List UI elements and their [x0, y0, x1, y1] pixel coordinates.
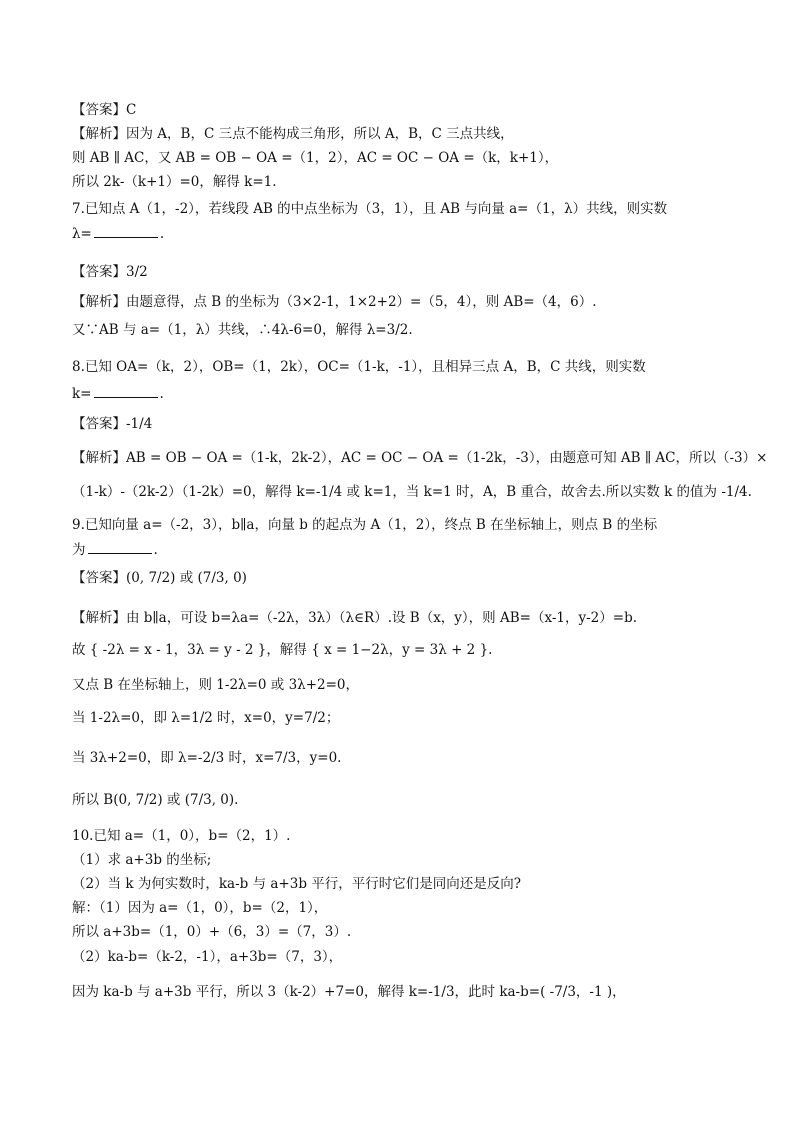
question-9-blank-line: 为 . — [72, 539, 158, 560]
analysis-line: 【解析】由 b∥a，可设 b=λa=（-2λ，3λ）（λ∈R）.设 B（x，y），则 AB=（x-1，y-2）=b. — [72, 610, 638, 626]
question-7: 7.已知点 A（1，-2），若线段 AB 的中点坐标为（3，1），且 AB 与向量 a=（1，λ）共线，则实数 — [72, 201, 668, 217]
solution-line: （2）ka-b=（k-2，-1），a+3b=（7，3）， — [72, 949, 343, 965]
answer-line: 【答案】C — [72, 102, 137, 118]
question-8: 8.已知 OA=（k，2），OB=（1，2k），OC=（1-k，-1），且相异三点 A，B，C 共线，则实数 — [72, 359, 646, 375]
analysis-line: 又∵AB 与 a=（1，λ）共线，∴4λ-6=0，解得 λ=3/2. — [72, 322, 413, 338]
analysis-line: 所以 2k-（k+1）=0，解得 k=1. — [72, 174, 277, 190]
question-9: 9.已知向量 a=（-2，3），b∥a，向量 b 的起点为 A（1，2），终点 B 在坐标轴上，则点 B 的坐标 — [72, 517, 658, 533]
analysis-line: 则 AB ∥ AC，又 AB = OB − OA =（1，2），AC = OC − OA =（k，k+1）， — [72, 150, 559, 166]
analysis-line: 【解析】因为 A，B，C 三点不能构成三角形，所以 A，B，C 三点共线， — [72, 126, 514, 142]
analysis-system-line: 故 { -2λ = x - 1，3λ = y - 2 }，解得 { x = 1−2λ，y = 3λ + 2 }. — [72, 642, 493, 658]
question-7-label: λ= — [72, 226, 92, 242]
analysis-line: 当 3λ+2=0，即 λ=-2/3 时，x=7/3，y=0. — [72, 750, 342, 766]
answer-line: 【答案】-1/4 — [72, 416, 153, 432]
answer-blank — [94, 383, 158, 398]
solution-line: 解：（1）因为 a=（1，0），b=（2，1）， — [72, 900, 328, 916]
analysis-line: 【解析】由题意得，点 B 的坐标为（3×2-1，1×2+2）=（5，4），则 AB=（4，6）. — [72, 294, 597, 310]
question-7-blank-line: λ= . — [72, 223, 164, 244]
answer-line: 【答案】(0, 7/2) 或 (7/3, 0) — [72, 570, 247, 586]
question-8-label: k= — [72, 386, 92, 402]
answer-line: 【答案】3/2 — [72, 264, 148, 280]
analysis-line: 又点 B 在坐标轴上，则 1-2λ=0 或 3λ+2=0， — [72, 677, 360, 693]
question-8-blank-line: k= . — [72, 383, 164, 404]
analysis-line: 【解析】AB = OB − OA =（1-k，2k-2），AC = OC − OA =（1-2k，-3），由题意可知 AB ∥ AC，所以（-3）× — [72, 450, 768, 466]
analysis-line: 当 1-2λ=0，即 λ=1/2 时，x=0，y=7/2； — [72, 710, 340, 726]
answer-blank — [88, 539, 152, 554]
solution-line: 因为 ka-b 与 a+3b 平行，所以 3（k-2）+7=0，解得 k=-1/3，此时 ka-b=( -7/3，-1 )， — [72, 984, 626, 1000]
question-10-part-2: （2）当 k 为何实数时，ka-b 与 a+3b 平行，平行时它们是同向还是反向? — [72, 876, 521, 892]
solution-line: 所以 a+3b=（1，0）+（6，3）=（7，3）. — [72, 924, 352, 940]
analysis-line: （1-k）-（2k-2）（1-2k）=0，解得 k=-1/4 或 k=1，当 k=1 时，A，B 重合，故舍去.所以实数 k 的值为 -1/4. — [72, 484, 752, 500]
question-9-label: 为 — [72, 542, 86, 558]
question-10-part-1: （1）求 a+3b 的坐标; — [72, 852, 212, 868]
answer-blank — [94, 223, 158, 238]
question-10: 10.已知 a=（1，0），b=（2，1）. — [72, 828, 291, 844]
analysis-line: 所以 B(0, 7/2) 或 (7/3, 0). — [72, 792, 239, 808]
